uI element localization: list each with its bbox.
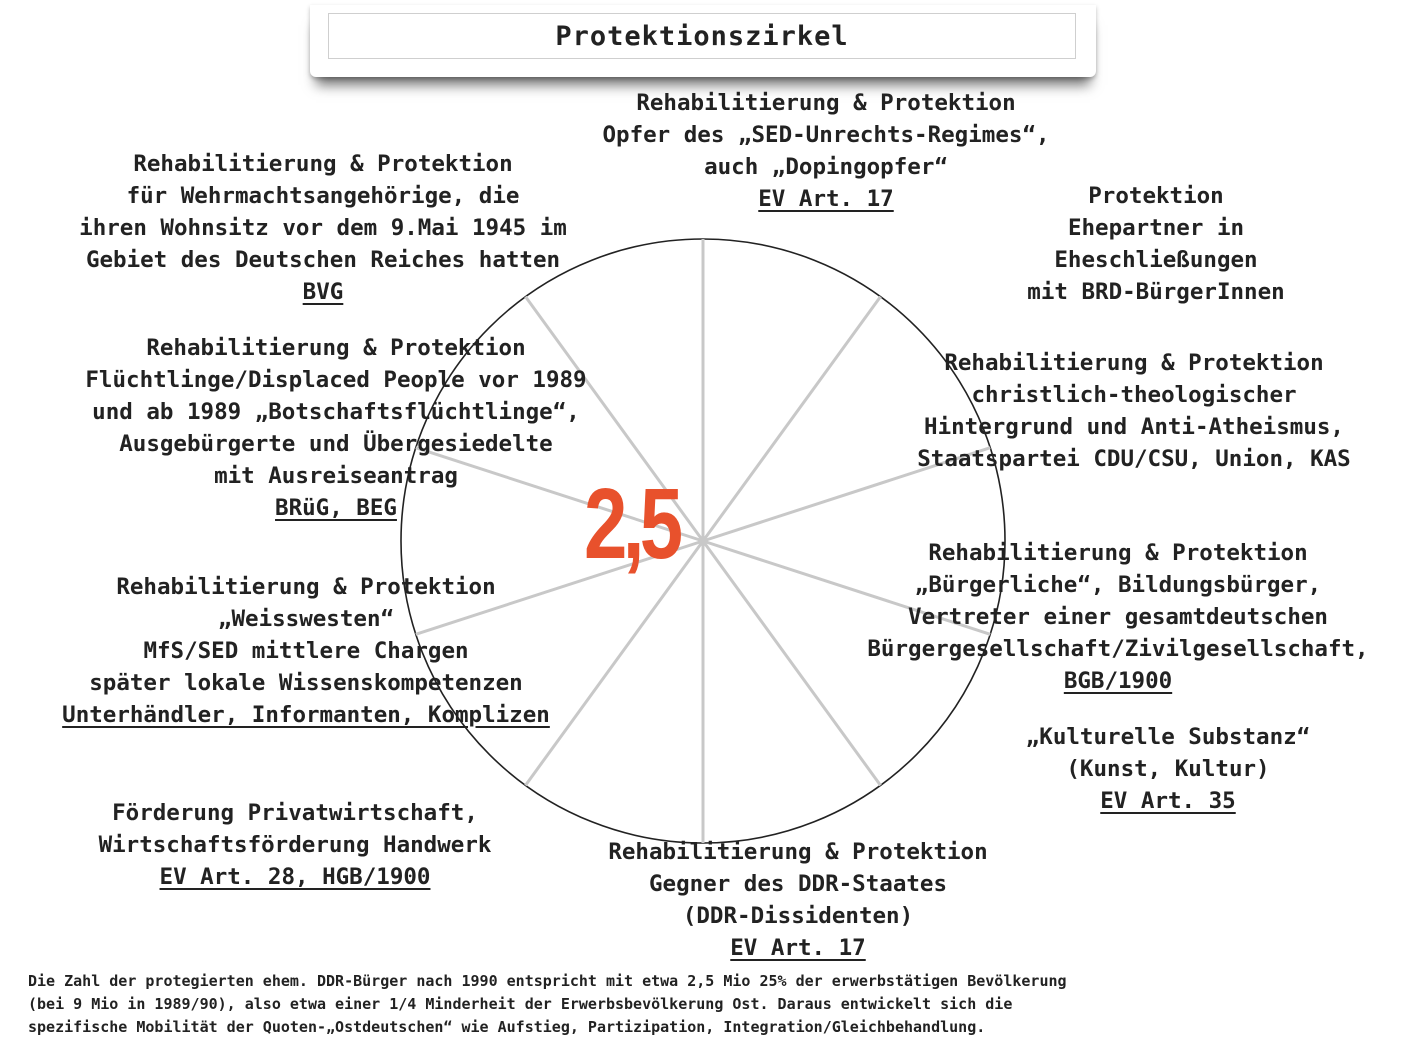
segment-line: Hintergrund und Anti-Atheismus, — [924, 414, 1344, 440]
segment-wehrmacht — [20, 148, 626, 308]
segment-line: Opfer des „SED-Unrechts-Regimes“, — [602, 122, 1050, 148]
segment-dissidents — [560, 836, 1036, 964]
segment-line: (DDR-Dissidenten) — [682, 903, 914, 929]
segment-line: Gegner des DDR-Staates — [648, 871, 947, 897]
segment-ref: EV Art. 35 — [1100, 788, 1236, 814]
segment-line: Protektion — [1088, 183, 1224, 209]
segment-line: Rehabilitierung & Protektion — [608, 839, 988, 865]
segment-line: Förderung Privatwirtschaft, — [112, 800, 478, 826]
segment-line: „Weisswesten“ — [217, 606, 395, 632]
segment-line: für Wehrmachtsangehörige, die — [126, 183, 520, 209]
segment-spouses — [990, 180, 1322, 308]
segment-line: auch „Dopingopfer“ — [704, 154, 948, 180]
segment-line: Ehepartner in — [1067, 215, 1245, 241]
segment-private-economy — [50, 797, 540, 893]
segment-line: „Bürgerliche“, Bildungsbürger, — [914, 572, 1322, 598]
segment-line: Bürgergesellschaft/Zivilgesellschaft, — [867, 636, 1369, 662]
footnote-line: spezifische Mobilität der Quoten-„Ostdeutschen“ wie Aufstieg, Partizipation, Integration/Gleichbehandlung. — [28, 1018, 986, 1036]
segment-line: Ausgebürgerte und Übergesiedelte — [119, 431, 553, 457]
footnote — [28, 970, 1408, 1039]
segment-line: Rehabilitierung & Protektion — [116, 574, 496, 600]
segment-ref: BVG — [302, 279, 344, 305]
segment-ref: BRüG, BEG — [275, 495, 397, 521]
segment-line: später lokale Wissenskompetenzen — [89, 670, 523, 696]
segment-line: christlich-theologischer — [971, 382, 1297, 408]
segment-ref: EV Art. 28, HGB/1900 — [159, 864, 431, 890]
wheel-spoke — [703, 297, 881, 541]
segment-whitewests — [4, 571, 608, 731]
segment-citizens — [812, 537, 1424, 697]
segment-line: Vertreter einer gesamtdeutschen — [908, 604, 1328, 630]
segment-line: mit BRD-BürgerInnen — [1027, 279, 1285, 305]
segment-ref: Unterhändler, Informanten, Komplizen — [62, 702, 550, 728]
segment-line: Rehabilitierung & Protektion — [928, 540, 1308, 566]
page-title: Protektionszirkel — [328, 13, 1076, 59]
segment-line: Eheschließungen — [1054, 247, 1258, 273]
segment-ref: EV Art. 17 — [758, 186, 894, 212]
segment-line: mit Ausreiseantrag — [214, 463, 458, 489]
segment-line: Staatspartei CDU/CSU, Union, KAS — [917, 446, 1351, 472]
segment-line: Gebiet des Deutschen Reiches hatten — [85, 247, 561, 273]
footnote-line: Die Zahl der protegierten ehem. DDR-Bürger nach 1990 entspricht mit etwa 2,5 Mio 25% der erwerbstätigen Bevölkerung — [28, 972, 1067, 990]
segment-line: Rehabilitierung & Protektion — [636, 90, 1016, 116]
segment-line: Rehabilitierung & Protektion — [133, 151, 513, 177]
segment-line: Rehabilitierung & Protektion — [944, 350, 1324, 376]
segment-christian — [866, 347, 1402, 475]
segment-line: Flüchtlinge/Displaced People vor 1989 — [85, 367, 587, 393]
segment-line: „Kulturelle Substanz“ — [1025, 724, 1311, 750]
segment-ref: EV Art. 17 — [730, 935, 866, 961]
center-value: 2,5 — [584, 468, 679, 580]
segment-culture — [990, 721, 1346, 817]
segment-line: Rehabilitierung & Protektion — [146, 335, 526, 361]
footnote-line: (bei 9 Mio in 1989/90), also etwa einer 1/4 Minderheit der Erwerbsbevölkerung Ost. Daraus entwickelt sich die — [28, 995, 1013, 1013]
segment-line: und ab 1989 „Botschaftsflüchtlinge“, — [92, 399, 580, 425]
segment-line: Wirtschaftsförderung Handwerk — [98, 832, 492, 858]
segment-line: MfS/SED mittlere Chargen — [143, 638, 469, 664]
segment-line: ihren Wohnsitz vor dem 9.Mai 1945 im — [79, 215, 567, 241]
segment-ref: BGB/1900 — [1063, 668, 1173, 694]
segment-line: (Kunst, Kultur) — [1066, 756, 1270, 782]
segment-refugees — [26, 332, 646, 524]
